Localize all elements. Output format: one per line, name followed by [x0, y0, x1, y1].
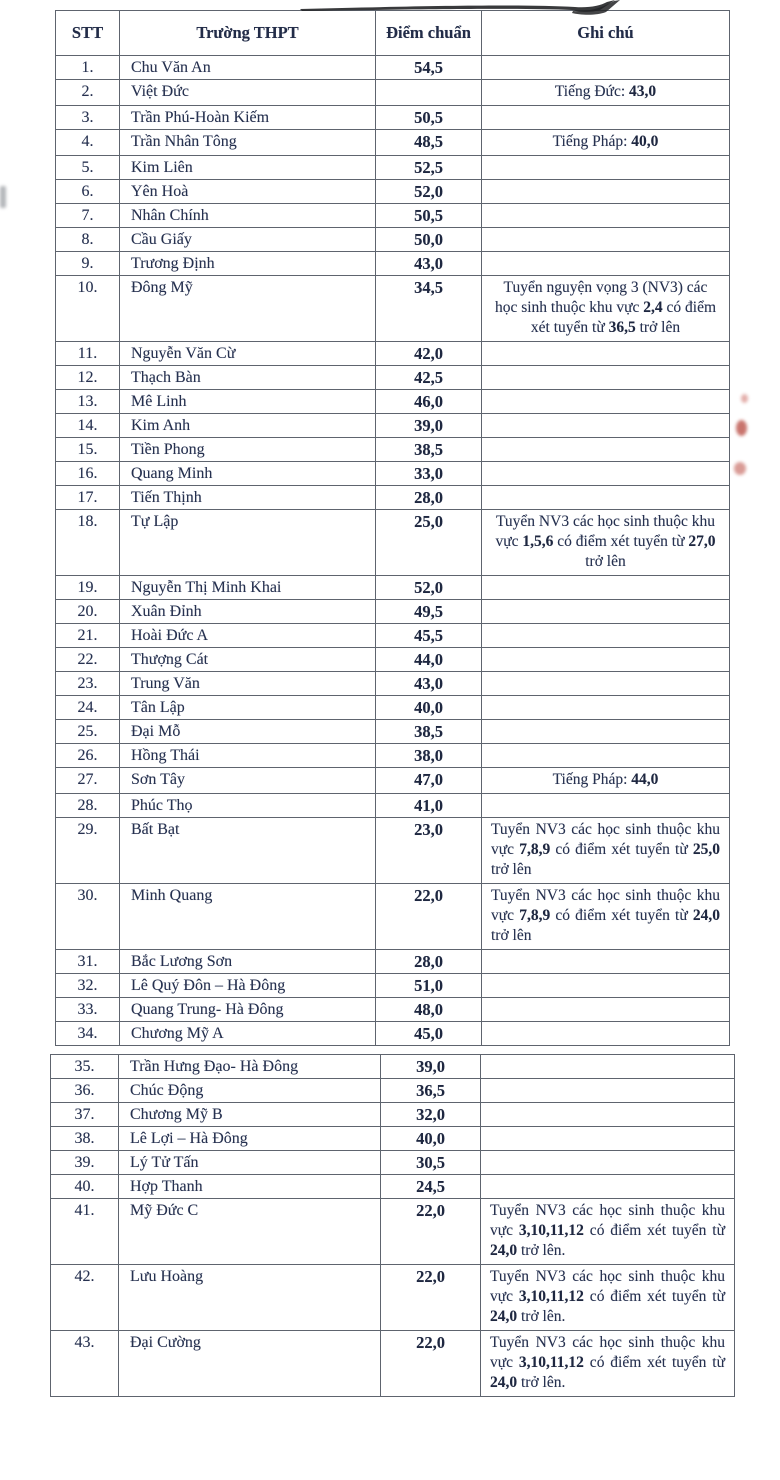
school-name: Đại Mỗ [120, 720, 376, 744]
red-ink-smudge [741, 394, 748, 403]
school-name: Cầu Giấy [120, 228, 376, 252]
row-number: 33. [56, 998, 120, 1022]
school-name: Chương Mỹ B [119, 1103, 381, 1127]
note-cell [482, 366, 730, 390]
score-value: 24,5 [381, 1175, 481, 1199]
school-name: Lê Quý Đôn – Hà Đông [120, 974, 376, 998]
score-value: 22,0 [381, 1331, 481, 1397]
score-value: 38,5 [376, 438, 482, 462]
table-row [56, 204, 730, 228]
school-name: Kim Liên [120, 156, 376, 180]
note-cell [482, 600, 730, 624]
note-bold-text: 7,8,9 [519, 841, 551, 858]
score-value: 51,0 [376, 974, 482, 998]
note-cell [482, 672, 730, 696]
note-cell [482, 438, 730, 462]
table-row [51, 1199, 735, 1265]
row-number: 14. [56, 414, 120, 438]
school-name: Nguyễn Văn Cừ [120, 342, 376, 366]
row-number: 36. [51, 1079, 119, 1103]
score-value: 45,5 [376, 624, 482, 648]
score-value: 36,5 [381, 1079, 481, 1103]
row-number: 15. [56, 438, 120, 462]
row-number: 12. [56, 366, 120, 390]
score-value [376, 80, 482, 106]
school-name: Hồng Thái [120, 744, 376, 768]
school-name: Bắc Lương Sơn [120, 950, 376, 974]
note-cell [482, 818, 730, 884]
table-row [51, 1103, 735, 1127]
note-cell [482, 342, 730, 366]
table-row [56, 818, 730, 884]
note-cell [482, 56, 730, 80]
row-number: 43. [51, 1331, 119, 1397]
admission-scores-table-continued [50, 1054, 735, 1397]
score-value: 44,0 [376, 648, 482, 672]
school-name: Thượng Cát [120, 648, 376, 672]
note-text: trở lên [491, 927, 532, 944]
school-name: Thạch Bàn [120, 366, 376, 390]
note-cell [482, 576, 730, 600]
score-value: 28,0 [376, 486, 482, 510]
table-row [56, 342, 730, 366]
school-name: Hoài Đức A [120, 624, 376, 648]
row-number: 27. [56, 768, 120, 794]
note-cell [482, 720, 730, 744]
table-row [51, 1331, 735, 1397]
note-bold-text: 1,5,6 [522, 533, 554, 550]
note-bold-text: 24,0 [490, 1242, 518, 1259]
note-text: có điểm xét tuyển từ [530, 299, 717, 336]
table-row [56, 510, 730, 576]
table-row [56, 156, 730, 180]
table-row [56, 366, 730, 390]
table-row [56, 998, 730, 1022]
note-bold-text: 24,0 [490, 1308, 518, 1325]
school-name: Đại Cường [119, 1331, 381, 1397]
note-cell [482, 204, 730, 228]
score-value: 43,0 [376, 252, 482, 276]
row-number: 24. [56, 696, 120, 720]
note-bold-text: 3,10,11,12 [518, 1288, 584, 1305]
score-value: 43,0 [376, 672, 482, 696]
note-text: trở lên. [517, 1242, 566, 1259]
admission-scores-table [55, 10, 730, 1046]
table-row [56, 768, 730, 794]
table-body-rows-1-34 [56, 56, 730, 1046]
score-value: 52,5 [376, 156, 482, 180]
score-value: 22,0 [381, 1199, 481, 1265]
note-cell [482, 390, 730, 414]
school-name: Mê Linh [120, 390, 376, 414]
note-text: trở lên [585, 553, 626, 570]
school-name: Trương Định [120, 252, 376, 276]
school-name: Tân Lập [120, 696, 376, 720]
table-row [56, 106, 730, 130]
score-value: 28,0 [376, 950, 482, 974]
note-text: Tuyển NV3 các học sinh thuộc khu vực [495, 513, 715, 550]
score-value: 42,5 [376, 366, 482, 390]
note-bold-text: 7,8,9 [519, 907, 551, 924]
score-value: 33,0 [376, 462, 482, 486]
table-row [51, 1127, 735, 1151]
row-number: 16. [56, 462, 120, 486]
note-cell [481, 1175, 735, 1199]
score-value: 49,5 [376, 600, 482, 624]
table-row [51, 1175, 735, 1199]
score-value: 25,0 [376, 510, 482, 576]
score-value: 38,0 [376, 744, 482, 768]
note-cell [481, 1079, 735, 1103]
row-number: 19. [56, 576, 120, 600]
note-cell [481, 1103, 735, 1127]
note-text: trở lên [491, 861, 532, 878]
table-row [56, 744, 730, 768]
note-text: trở lên. [517, 1308, 566, 1325]
note-text: Tuyển NV3 các học sinh thuộc khu vực [491, 887, 720, 924]
school-name: Nguyễn Thị Minh Khai [120, 576, 376, 600]
table-row [56, 228, 730, 252]
note-bold-text: 40,0 [631, 133, 659, 150]
note-text: có điểm xét tuyển từ [550, 907, 693, 924]
table-row [56, 974, 730, 998]
table-row [56, 1022, 730, 1046]
school-name: Trung Văn [120, 672, 376, 696]
table-row [51, 1079, 735, 1103]
note-cell [482, 974, 730, 998]
row-number: 1. [56, 56, 120, 80]
gray-scan-smudge [0, 186, 6, 208]
score-value: 22,0 [376, 884, 482, 950]
table-row [56, 438, 730, 462]
score-value: 50,5 [376, 204, 482, 228]
note-bold-text: 25,0 [692, 841, 721, 858]
note-bold-text: 27,0 [688, 533, 716, 550]
school-name: Yên Hoà [120, 180, 376, 204]
row-number: 25. [56, 720, 120, 744]
note-cell [482, 130, 730, 156]
school-name: Nhân Chính [120, 204, 376, 228]
table-row [56, 794, 730, 818]
note-text: Tuyển nguyện vọng 3 (NV3) các học sinh thuộc khu vực [494, 279, 708, 316]
row-number: 37. [51, 1103, 119, 1127]
note-cell [482, 228, 730, 252]
row-number: 31. [56, 950, 120, 974]
note-cell [481, 1151, 735, 1175]
note-text: trở lên [635, 319, 681, 336]
table-row [51, 1055, 735, 1079]
note-cell [482, 180, 730, 204]
school-name: Tiến Thịnh [120, 486, 376, 510]
row-number: 26. [56, 744, 120, 768]
score-value: 42,0 [376, 342, 482, 366]
score-value: 34,5 [376, 276, 482, 342]
note-text: Tiếng Pháp: [552, 133, 632, 150]
score-value: 52,0 [376, 576, 482, 600]
row-number: 40. [51, 1175, 119, 1199]
table-row [56, 672, 730, 696]
school-name: Sơn Tây [120, 768, 376, 794]
note-cell [481, 1331, 735, 1397]
table-row [56, 462, 730, 486]
row-number: 30. [56, 884, 120, 950]
table-row [56, 486, 730, 510]
score-value: 54,5 [376, 56, 482, 80]
note-cell [482, 744, 730, 768]
school-name: Tiền Phong [120, 438, 376, 462]
row-number: 41. [51, 1199, 119, 1265]
score-value: 45,0 [376, 1022, 482, 1046]
table-header-row [56, 11, 730, 56]
row-number: 32. [56, 974, 120, 998]
score-value: 32,0 [381, 1103, 481, 1127]
row-number: 8. [56, 228, 120, 252]
row-number: 6. [56, 180, 120, 204]
note-cell [481, 1199, 735, 1265]
row-number: 39. [51, 1151, 119, 1175]
note-bold-text: 44,0 [631, 771, 659, 788]
col-header-stt: STT [56, 11, 120, 56]
note-text: có điểm xét tuyển từ [583, 1222, 726, 1239]
row-number: 2. [56, 80, 120, 106]
school-name: Lưu Hoàng [119, 1265, 381, 1331]
note-cell [482, 768, 730, 794]
row-number: 4. [56, 130, 120, 156]
school-name: Bất Bạt [120, 818, 376, 884]
note-cell [482, 276, 730, 342]
school-name: Kim Anh [120, 414, 376, 438]
note-text: có điểm xét tuyển từ [583, 1354, 726, 1371]
table-row [56, 600, 730, 624]
note-cell [482, 414, 730, 438]
row-number: 9. [56, 252, 120, 276]
row-number: 7. [56, 204, 120, 228]
score-value: 39,0 [376, 414, 482, 438]
note-cell [482, 252, 730, 276]
note-text: Tuyển NV3 các học sinh thuộc khu vực [490, 1334, 725, 1371]
note-text: có điểm xét tuyển từ [583, 1288, 726, 1305]
note-text: Tiếng Pháp: [552, 771, 632, 788]
school-name: Minh Quang [120, 884, 376, 950]
row-number: 23. [56, 672, 120, 696]
col-header-note: Ghi chú [482, 11, 730, 56]
score-value: 23,0 [376, 818, 482, 884]
note-bold-text: 2,4 [643, 299, 663, 316]
school-name: Lê Lợi – Hà Đông [119, 1127, 381, 1151]
score-value: 50,5 [376, 106, 482, 130]
table-row [56, 130, 730, 156]
note-bold-text: 3,10,11,12 [518, 1354, 584, 1371]
row-number: 10. [56, 276, 120, 342]
col-header-school: Trường THPT [120, 11, 376, 56]
school-name: Chúc Động [119, 1079, 381, 1103]
table-row [56, 56, 730, 80]
note-cell [482, 950, 730, 974]
score-value: 40,0 [376, 696, 482, 720]
score-value: 38,5 [376, 720, 482, 744]
score-value: 48,0 [376, 998, 482, 1022]
school-name: Mỹ Đức C [119, 1199, 381, 1265]
row-number: 42. [51, 1265, 119, 1331]
school-name: Chu Văn An [120, 56, 376, 80]
school-name: Trần Nhân Tông [120, 130, 376, 156]
note-bold-text: 24,0 [692, 907, 721, 924]
table-row [56, 884, 730, 950]
note-cell [482, 106, 730, 130]
row-number: 13. [56, 390, 120, 414]
red-ink-smudge [736, 420, 747, 436]
score-value: 39,0 [381, 1055, 481, 1079]
school-name: Việt Đức [120, 80, 376, 106]
note-cell [482, 998, 730, 1022]
col-header-score: Điểm chuẩn [376, 11, 482, 56]
note-text: Tuyển NV3 các học sinh thuộc khu vực [491, 821, 720, 858]
note-cell [481, 1055, 735, 1079]
note-bold-text: 3,10,11,12 [518, 1222, 584, 1239]
school-name: Trần Hưng Đạo- Hà Đông [119, 1055, 381, 1079]
school-name: Quang Minh [120, 462, 376, 486]
table-row [56, 576, 730, 600]
table-row [56, 648, 730, 672]
note-cell [482, 648, 730, 672]
row-number: 35. [51, 1055, 119, 1079]
table-row [56, 414, 730, 438]
score-value: 46,0 [376, 390, 482, 414]
note-cell [481, 1127, 735, 1151]
score-value: 52,0 [376, 180, 482, 204]
row-number: 20. [56, 600, 120, 624]
table-row [56, 80, 730, 106]
table-body-rows-35-43 [51, 1055, 735, 1397]
table-row [51, 1151, 735, 1175]
school-name: Hợp Thanh [119, 1175, 381, 1199]
table-row [51, 1265, 735, 1331]
note-cell [482, 510, 730, 576]
school-name: Lý Tử Tấn [119, 1151, 381, 1175]
table-row [56, 252, 730, 276]
red-ink-smudge [734, 462, 746, 475]
note-text: có điểm xét tuyển từ [553, 533, 689, 550]
note-cell [482, 462, 730, 486]
school-name: Quang Trung- Hà Đông [120, 998, 376, 1022]
note-text: Tuyển NV3 các học sinh thuộc khu vực [490, 1202, 725, 1239]
note-text: có điểm xét tuyển từ [550, 841, 693, 858]
table-row [56, 180, 730, 204]
row-number: 21. [56, 624, 120, 648]
score-value: 30,5 [381, 1151, 481, 1175]
row-number: 22. [56, 648, 120, 672]
score-value: 47,0 [376, 768, 482, 794]
row-number: 38. [51, 1127, 119, 1151]
score-value: 22,0 [381, 1265, 481, 1331]
score-value: 40,0 [381, 1127, 481, 1151]
row-number: 34. [56, 1022, 120, 1046]
school-name: Đông Mỹ [120, 276, 376, 342]
note-bold-text: 24,0 [490, 1374, 518, 1391]
note-cell [482, 1022, 730, 1046]
table-row [56, 950, 730, 974]
table-row [56, 696, 730, 720]
note-cell [481, 1265, 735, 1331]
table-row [56, 276, 730, 342]
note-cell [482, 156, 730, 180]
note-text: Tuyển NV3 các học sinh thuộc khu vực [490, 1268, 725, 1305]
school-name: Phúc Thọ [120, 794, 376, 818]
note-text: trở lên. [517, 1374, 566, 1391]
table-row [56, 390, 730, 414]
row-number: 18. [56, 510, 120, 576]
note-text: Tiếng Đức: [554, 83, 629, 100]
note-cell [482, 624, 730, 648]
note-cell [482, 80, 730, 106]
row-number: 28. [56, 794, 120, 818]
note-cell [482, 794, 730, 818]
row-number: 5. [56, 156, 120, 180]
note-bold-text: 43,0 [629, 83, 657, 100]
score-value: 48,5 [376, 130, 482, 156]
note-bold-text: 36,5 [608, 319, 636, 336]
school-name: Chương Mỹ A [120, 1022, 376, 1046]
school-name: Tự Lập [120, 510, 376, 576]
table-row [56, 624, 730, 648]
row-number: 11. [56, 342, 120, 366]
row-number: 29. [56, 818, 120, 884]
note-cell [482, 696, 730, 720]
note-cell [482, 486, 730, 510]
note-cell [482, 884, 730, 950]
row-number: 17. [56, 486, 120, 510]
school-name: Xuân Đỉnh [120, 600, 376, 624]
header-row [56, 11, 730, 56]
row-number: 3. [56, 106, 120, 130]
school-name: Trần Phú-Hoàn Kiếm [120, 106, 376, 130]
score-value: 50,0 [376, 228, 482, 252]
table-row [56, 720, 730, 744]
score-value: 41,0 [376, 794, 482, 818]
